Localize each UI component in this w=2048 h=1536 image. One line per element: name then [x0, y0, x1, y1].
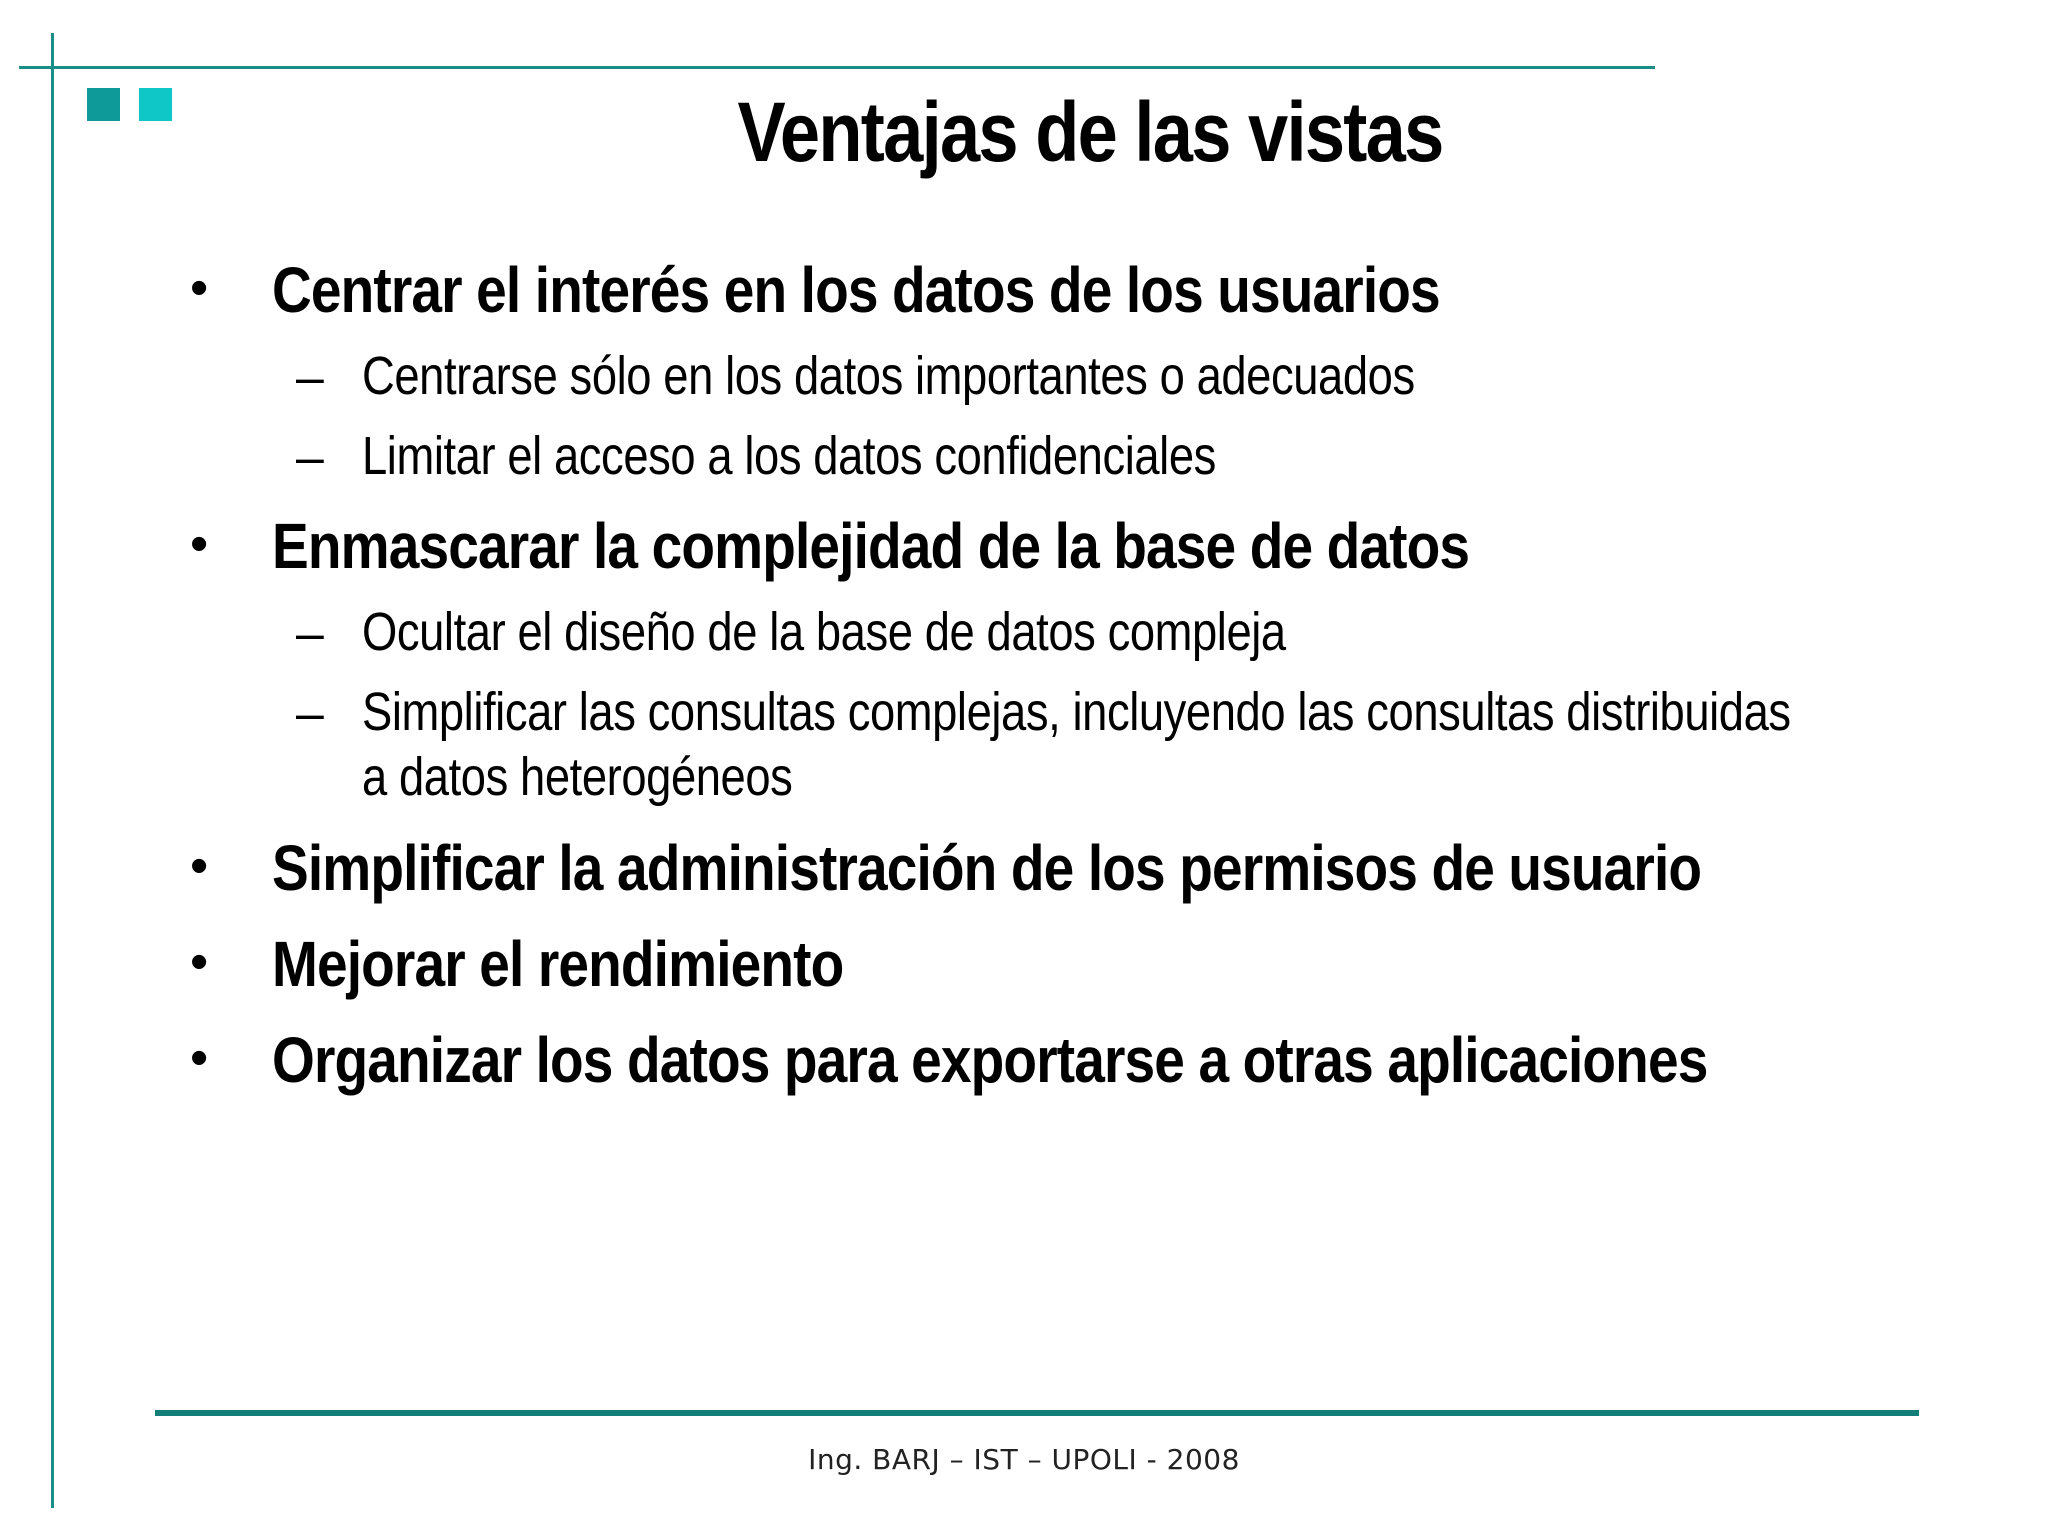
- sub-item-text: Ocultar el diseño de la base de datos compleja: [362, 602, 1286, 662]
- bullet-text: Centrar el interés en los datos de los usuarios: [272, 254, 1440, 326]
- sub-item-text: Centrarse sólo en los datos importantes o adecuados: [362, 346, 1415, 406]
- dash-marker: –: [296, 685, 324, 741]
- bullet-marker: •: [190, 933, 209, 991]
- dash-marker: –: [296, 349, 324, 405]
- bullet-marker: •: [190, 837, 209, 895]
- footer-rule: [155, 1410, 1919, 1416]
- bullet-text: Mejorar el rendimiento: [272, 928, 844, 1000]
- dash-marker: –: [296, 605, 324, 661]
- sub-item-text: Limitar el acceso a los datos confidenciales: [362, 426, 1216, 486]
- slide-title: Ventajas de las vistas: [737, 85, 1443, 179]
- footer-text: Ing. BARJ – IST – UPOLI - 2008: [808, 1443, 1240, 1476]
- bullet-text: Enmascarar la complejidad de la base de datos: [272, 510, 1470, 582]
- decorative-square-light: [139, 88, 172, 121]
- bullet-text: Simplificar la administración de los permisos de usuario: [272, 832, 1702, 904]
- decorative-square-dark: [87, 88, 120, 121]
- bullet-text: Organizar los datos para exportarse a otras aplicaciones: [272, 1024, 1708, 1096]
- dash-marker: –: [296, 429, 324, 485]
- bullet-marker: •: [190, 259, 209, 317]
- sub-item-text: Simplificar las consultas complejas, incluyendo las consultas distribuidas: [362, 682, 1791, 742]
- left-vertical-rule: [51, 33, 54, 1508]
- sub-item-text: a datos heterogéneos: [362, 747, 793, 807]
- bullet-marker: •: [190, 1029, 209, 1087]
- top-horizontal-rule: [19, 66, 1655, 69]
- bullet-marker: •: [190, 515, 209, 573]
